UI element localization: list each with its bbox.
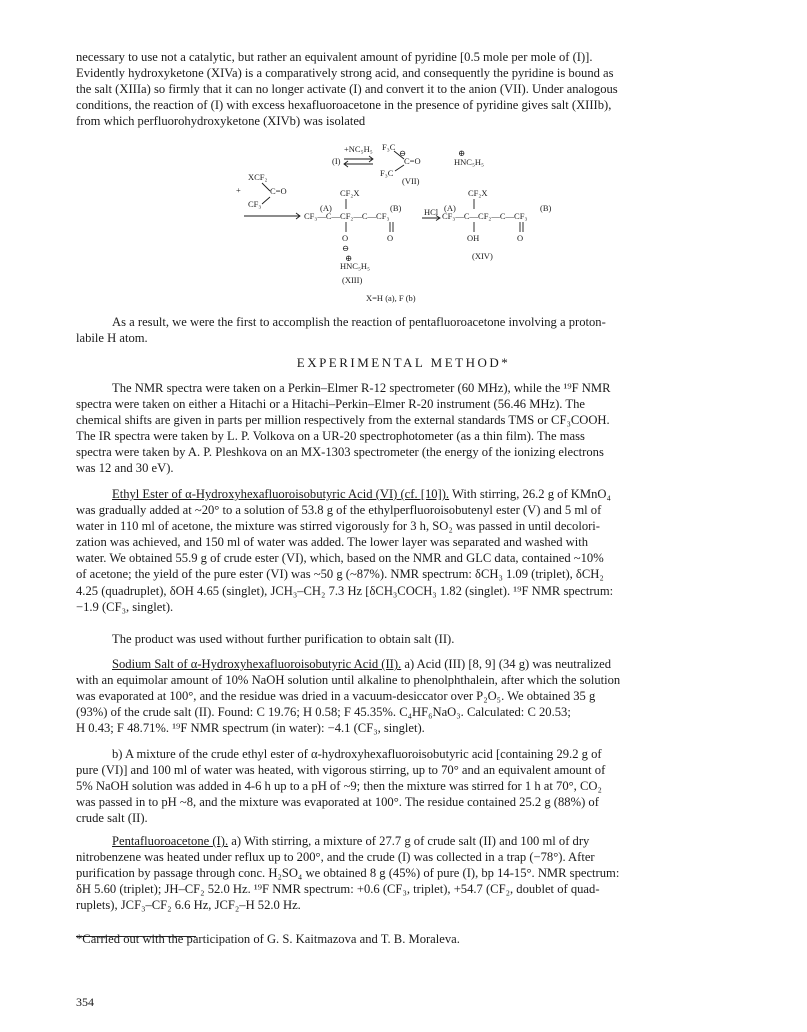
text-line: conditions, the reaction of (I) with excess hexafluoroacetone in the presence of pyridine gives salt (XIIIb), <box>76 98 612 113</box>
scheme-xcf2: XCF₂ <box>248 172 268 182</box>
text-line: crude salt (II). <box>76 811 148 826</box>
text-line: spectra were taken on either a Hitachi or a Hitachi–Perkin–Elmer R-20 instrument (56.46 MHz). The <box>76 397 585 412</box>
text-line <box>76 833 736 849</box>
scheme-reagent: +NC₅H₅ <box>344 144 373 154</box>
section-heading: EXPERIMENTAL METHOD* <box>296 355 511 370</box>
scheme-anion-cf3-bottom: F₃C <box>380 168 394 178</box>
text-line: nitrobenzene was heated under reflux up to 200°, and the crude (I) was collected in a trap (−78°). After <box>76 850 595 865</box>
text-line: zation was achieved, and 150 ml of water was added. The lower layer was separated and washed with <box>76 535 589 550</box>
scheme-x-definition: X=H (a), F (b) <box>366 293 416 303</box>
intro-paragraph <box>76 49 736 129</box>
text-line: pure (VI)] and 100 ml of water was heated, with vigorous stirring, up to 70° and an equivalent amount of <box>76 763 606 778</box>
scheme-chain-left: CF₃—C—CF₂—C—CF₃ <box>304 211 390 221</box>
ester-title: Ethyl Ester of α-Hydroxyhexafluoroisobutyric Acid (VI) (cf. [10]). <box>112 487 450 501</box>
text-line: The product was used without further purification to obtain salt (II). <box>112 632 455 646</box>
scheme-o-left2: O <box>387 233 394 243</box>
scheme-plus: + <box>236 185 241 195</box>
scheme-cf2x-left: CF₂X <box>340 188 360 198</box>
scheme-co: C=O <box>270 186 287 196</box>
scheme-anion-cf3-top: F₃C <box>382 142 396 152</box>
text-line: 5% NaOH solution was added in 4-6 h up to a pH of ~9; then the mixture was stirred for 1 h at 70°, CO₂ <box>76 779 602 794</box>
text-line: purification by passage through conc. H₂SO₄ we obtained 8 g (45%) of pure (I), bp 14-15°. NMR spectrum: <box>76 866 620 881</box>
text-line: water. We obtained 55.9 g of crude ester (VI), which, based on the NMR and GLC data, contained ~10% <box>76 551 604 566</box>
scheme-cf3: CF₃ <box>248 199 262 209</box>
text-line: δH 5.60 (triplet); JH–CF₂ 52.0 Hz. ¹⁹F NMR spectrum: +0.6 (CF₃, triplet), +54.7 (CF₂, doublet of quad- <box>76 882 600 897</box>
text-line: H 0.43; F 48.71%. ¹⁹F NMR spectrum (in water): −4.1 (CF₃, singlet). <box>76 721 425 736</box>
scheme-label-b-left: (B) <box>390 203 402 213</box>
text-line: from which perfluorohydroxyketone (XIVb) was isolated <box>76 114 366 129</box>
text-line: was passed in to pH ~8, and the mixture was evaporated at 100°. The residue contained 25.2 g (88%) of <box>76 795 599 810</box>
text-line: As a result, we were the first to accomplish the reaction of pentafluoroacetone involving a proton- <box>112 315 606 329</box>
text-line: necessary to use not a catalytic, but rather an equivalent amount of pyridine [0.5 mole per mole of (I)]. <box>76 50 593 64</box>
text-line: ruplets), JCF₃–CF₂ 6.6 Hz, JCF₂–H 52.0 Hz. <box>76 898 301 913</box>
text-line: spectra were taken by A. P. Pleshkova on an MX-1303 spectrometer (the energy of the ionizing electrons <box>76 445 604 460</box>
scheme-label-xiv: (XIV) <box>472 251 493 261</box>
scheme-label-a-left: (A) <box>320 203 332 213</box>
scheme-label-xiii: (XIII) <box>342 275 363 285</box>
scheme-chain-right: CF₃—C—CF₂—C—CF₃ <box>442 211 528 221</box>
scheme-bond <box>262 183 270 191</box>
scheme-bond <box>395 165 404 171</box>
text-line: The IR spectra were taken by L. P. Volkova on a UR-20 spectrophotometer (as a thin film). The mass <box>76 429 585 444</box>
text-line: water in 110 ml of acetone, the mixture was stirred vigorously for 3 h, SO₂ was passed in until decolori- <box>76 519 600 534</box>
reaction-scheme <box>236 141 570 306</box>
text-fragment: a) Acid (III) [8, 9] (34 g) was neutralized <box>401 657 612 671</box>
text-fragment: With stirring, 26.2 g of KMnO₄ <box>449 487 611 501</box>
scheme-label-a-right: (A) <box>444 203 456 213</box>
result-paragraph <box>76 314 736 346</box>
text-line: was gradually added at ~20° to a solution of 53.8 g of the ethylperfluoroisobutenyl ester (V) and 5 ml of <box>76 503 602 518</box>
text-line <box>76 486 736 502</box>
method-b-paragraph <box>76 746 736 826</box>
text-line: (93%) of the crude salt (II). Found: C 19.76; H 0.58; F 45.35%. C₄HF₆NaO₃. Calculated: C 20.53; <box>76 705 571 720</box>
sodium-paragraph <box>76 656 736 736</box>
text-line: 4.25 (quadruplet), δOH 4.65 (singlet), JCH₃–CH₂ 7.3 Hz [δCH₃COCH₃ 1.82 (singlet). ¹⁹F NMR spectrum: <box>76 583 614 598</box>
text-line: with an equimolar amount of 10% NaOH solution until alkaline to phenolphthalein, after which the solution <box>76 673 621 688</box>
scheme-cation: HNC₅H₅ <box>454 157 485 167</box>
pentafluoroacetone-paragraph <box>76 833 736 913</box>
text-line: was 12 and 30 eV). <box>76 461 174 476</box>
scheme-label-b-right: (B) <box>540 203 552 213</box>
text-line: was evaporated at 100°, and the residue was dried in a vacuum-desiccator over P₂O₅. We obtained 35 g <box>76 689 596 704</box>
text-line: The NMR spectra were taken on a Perkin–Elmer R-12 spectrometer (60 MHz), while the ¹⁹F NMR <box>112 381 611 395</box>
text-fragment: a) With stirring, a mixture of 27.7 g of crude salt (II) and 100 ml of dry <box>228 834 590 848</box>
text-line: the salt (XIIIa) so firmly that it can no longer activate (I) and convert it to the anion (VII). Under analogous <box>76 82 618 97</box>
text-line: of acetone; the yield of the pure ester (VI) was ~50 g (~87%). NMR spectrum: δCH₃ 1.09 (triplet), δCH₂ <box>76 567 604 582</box>
nmr-paragraph <box>76 380 736 477</box>
text-line: labile H atom. <box>76 331 148 346</box>
text-line: Evidently hydroxyketone (XIVa) is a comparatively strong acid, and consequently the pyridine is bound as <box>76 66 614 81</box>
text-line: chemical shifts are given in parts per million respectively from the external standards TMS or CF₃COOH. <box>76 413 610 428</box>
scheme-pyridinium-plus: ⊕ <box>345 253 353 263</box>
scheme-anion-charge: ⊖ <box>399 148 407 158</box>
scheme-o-left1: O <box>342 233 349 243</box>
text-line: b) A mixture of the crude ethyl ester of α-hydroxyhexafluoroisobutyric acid [containing 29.2 g of <box>112 747 602 761</box>
scheme-pyridinium: HNC₅H₅ <box>340 261 371 271</box>
page-number: 354 <box>76 995 94 1009</box>
sodium-title: Sodium Salt of α-Hydroxyhexafluoroisobutyric Acid (II). <box>112 657 402 671</box>
scheme-cation-charge: ⊕ <box>458 148 466 158</box>
scheme-minus: ⊖ <box>342 243 350 253</box>
scheme-label-vii: (VII) <box>402 176 420 186</box>
text-line: −1.9 (CF₃, singlet). <box>76 599 174 614</box>
text-line <box>76 656 736 672</box>
scheme-reactant-i: (I) <box>332 156 341 166</box>
footnote: *Carried out with the participation of G. S. Kaitmazova and T. B. Moraleva. <box>76 932 460 946</box>
scheme-anion-co: C=O <box>404 156 421 166</box>
pentafluoroacetone-title: Pentafluoroacetone (I). <box>112 834 229 848</box>
product-paragraph <box>76 631 736 647</box>
ester-paragraph <box>76 486 736 615</box>
scheme-cf2x-right: CF₂X <box>468 188 488 198</box>
scheme-hcl: HCl <box>424 207 439 217</box>
scheme-oh-right: OH <box>467 233 480 243</box>
scheme-o-right: O <box>517 233 524 243</box>
scheme-bond <box>262 197 270 204</box>
